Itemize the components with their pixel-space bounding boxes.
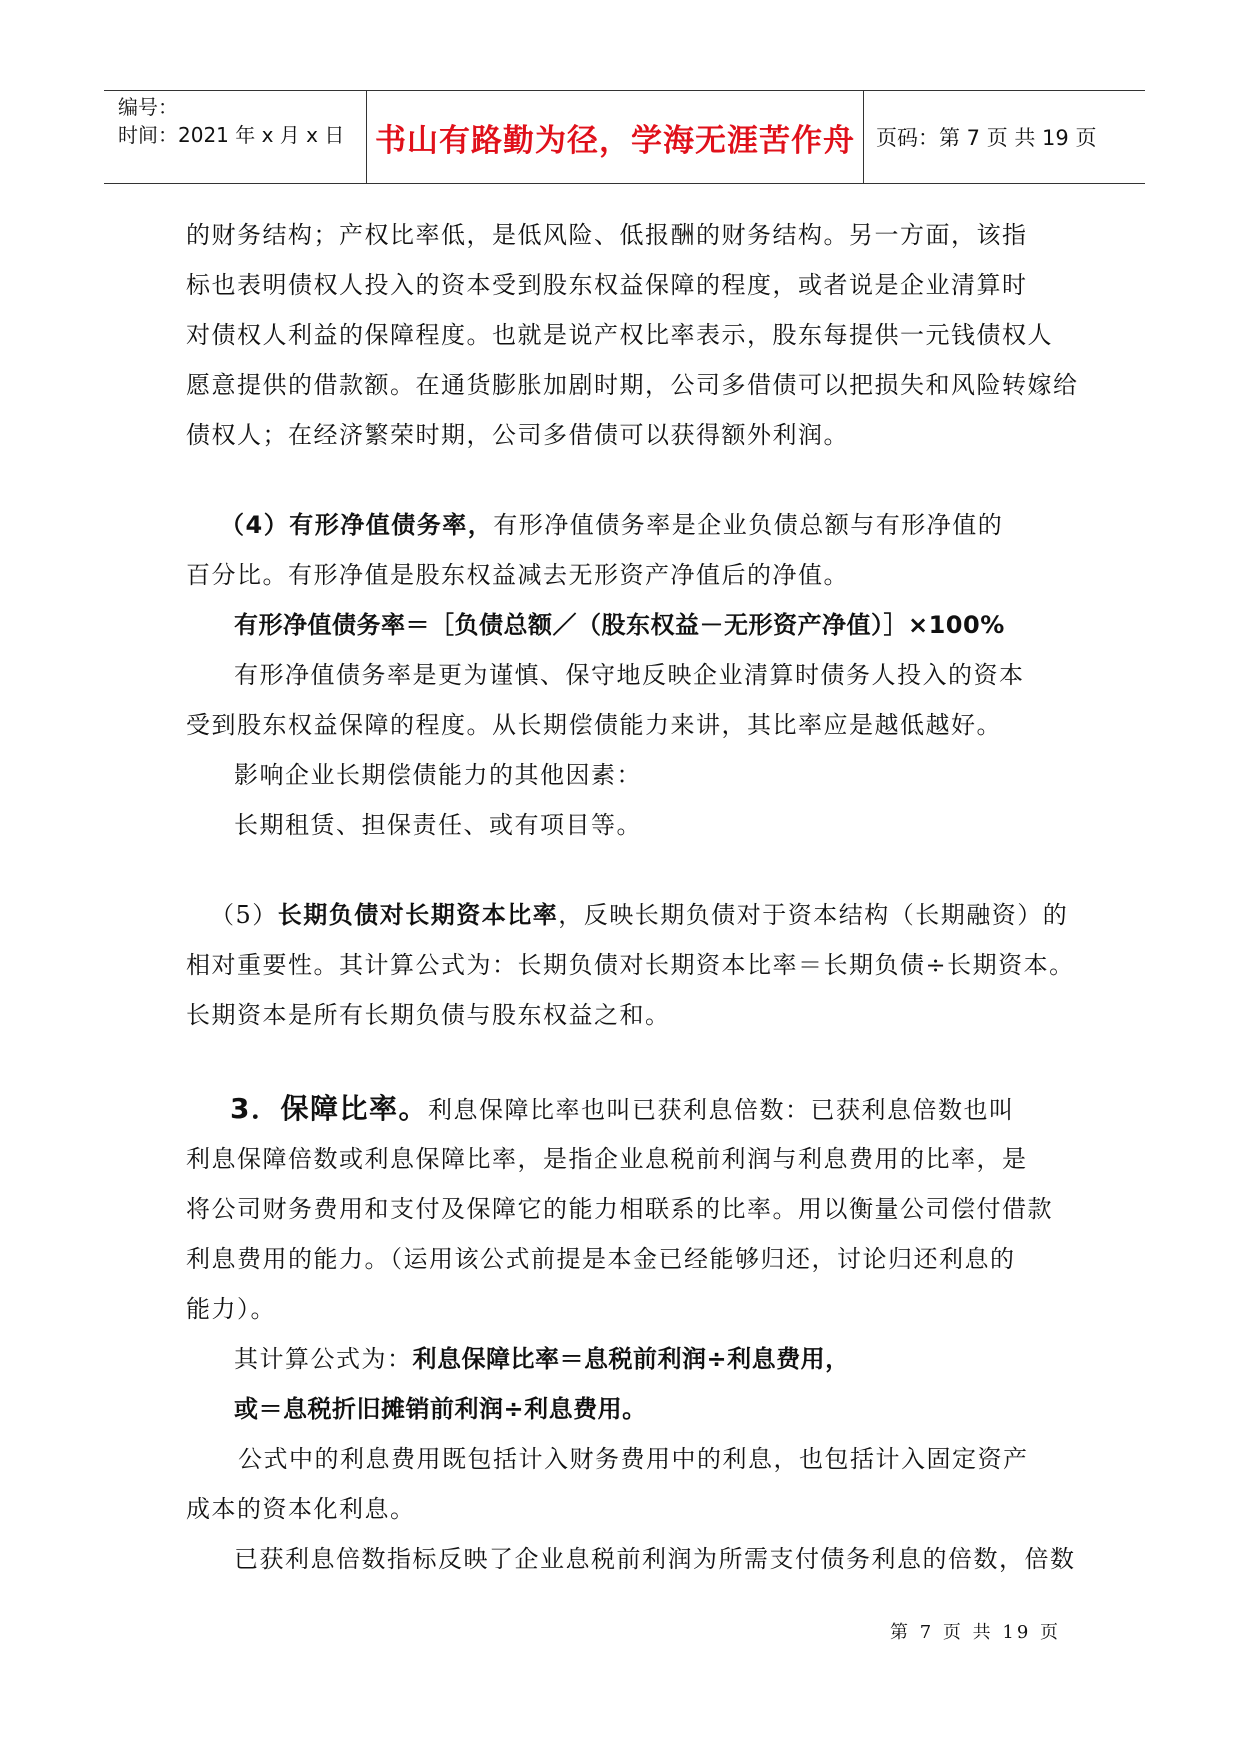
section-3-intro: 利息保障比率也叫已获利息倍数：已获利息倍数也叫: [427, 1096, 1015, 1124]
section-5-title: 长期负债对长期资本比率: [277, 901, 559, 929]
header-meta: [104, 91, 367, 183]
header-page-info: 页码：第 7 页 共 19 页: [876, 126, 1097, 150]
section-5-number: （5）: [210, 901, 278, 929]
text-line: 债权人；在经济繁荣时期，公司多借债可以获得额外利润。: [186, 421, 849, 449]
text-line: 标也表明债权人投入的资本受到股东权益保障的程度，或者说是企业清算时: [186, 271, 1028, 299]
formula-prefix: 其计算公式为：: [234, 1345, 413, 1373]
section-4-formula: 有形净值债务率＝［负债总额／（股东权益－无形资产净值）］×100%: [234, 611, 1005, 639]
text-line: 的财务结构；产权比率低，是低风险、低报酬的财务结构。另一方面，该指: [186, 221, 1028, 249]
factors-title: 影响企业长期偿债能力的其他因素：: [234, 761, 642, 789]
text-line: 百分比。有形净值是股东权益减去无形资产净值后的净值。: [186, 561, 849, 589]
section-3-formula-line: [186, 1334, 1066, 1384]
document-body: [186, 210, 1079, 1584]
section-5-intro: ，反映长期负债对于资本结构（长期融资）的: [558, 901, 1069, 929]
section-3-formula-2: 或＝息税折旧摊销前利润÷利息费用。: [234, 1395, 647, 1423]
section-4-title: （4）有形净值债务率，: [220, 511, 494, 539]
section-3-heading-line: [186, 1084, 1066, 1134]
text-line: 愿意提供的借款额。在通货膨胀加剧时期，公司多借债可以把损失和风险转嫁给: [186, 371, 1079, 399]
page-footer: 第 7 页 共 19 页: [890, 1622, 1061, 1643]
section-5-heading-line: [186, 890, 1069, 940]
text-line: 利息保障倍数或利息保障比率，是指企业息税前利润与利息费用的比率，是: [186, 1145, 1028, 1173]
text-line: 对债权人利益的保障程度。也就是说产权比率表示，股东每提供一元钱债权人: [186, 321, 1053, 349]
text-line: 已获利息倍数指标反映了企业息税前利润为所需支付债务利息的倍数，倍数: [234, 1545, 1076, 1573]
section-4-heading-line: [186, 500, 1066, 550]
text-line: 公式中的利息费用既包括计入财务费用中的利息，也包括计入固定资产: [238, 1445, 1029, 1473]
text-line: 能力）。: [186, 1295, 276, 1323]
section-3-title: 3．保障比率。: [230, 1092, 428, 1125]
document-number-label: 编号：: [118, 95, 178, 119]
text-line: 有形净值债务率是更为谨慎、保守地反映企业清算时债务人投入的资本: [234, 661, 1025, 689]
document-time-label: 时间：2021 年 x 月 x 日: [118, 123, 345, 147]
text-line: 受到股东权益保障的程度。从长期偿债能力来讲，其比率应是越低越好。: [186, 711, 1002, 739]
text-line: 将公司财务费用和支付及保障它的能力相联系的比率。用以衡量公司偿付借款: [186, 1195, 1053, 1223]
text-line: 利息费用的能力。（运用该公式前提是本金已经能够归还，讨论归还利息的: [186, 1245, 1016, 1273]
section-3-formula-1: 利息保障比率＝息税前利润÷利息费用，: [412, 1345, 850, 1373]
text-line: 相对重要性。其计算公式为：长期负债对长期资本比率＝长期负债÷长期资本。: [186, 951, 1075, 979]
page-header: [104, 90, 1145, 184]
text-line: 长期资本是所有长期负债与股东权益之和。: [186, 1001, 671, 1029]
section-4-intro: 有形净值债务率是企业负债总额与有形净值的: [493, 511, 1004, 539]
header-motto: 书山有路勤为径，学海无涯苦作舟: [367, 91, 864, 183]
factors-list: 长期租赁、担保责任、或有项目等。: [234, 811, 642, 839]
text-line: 成本的资本化利息。: [186, 1495, 416, 1523]
